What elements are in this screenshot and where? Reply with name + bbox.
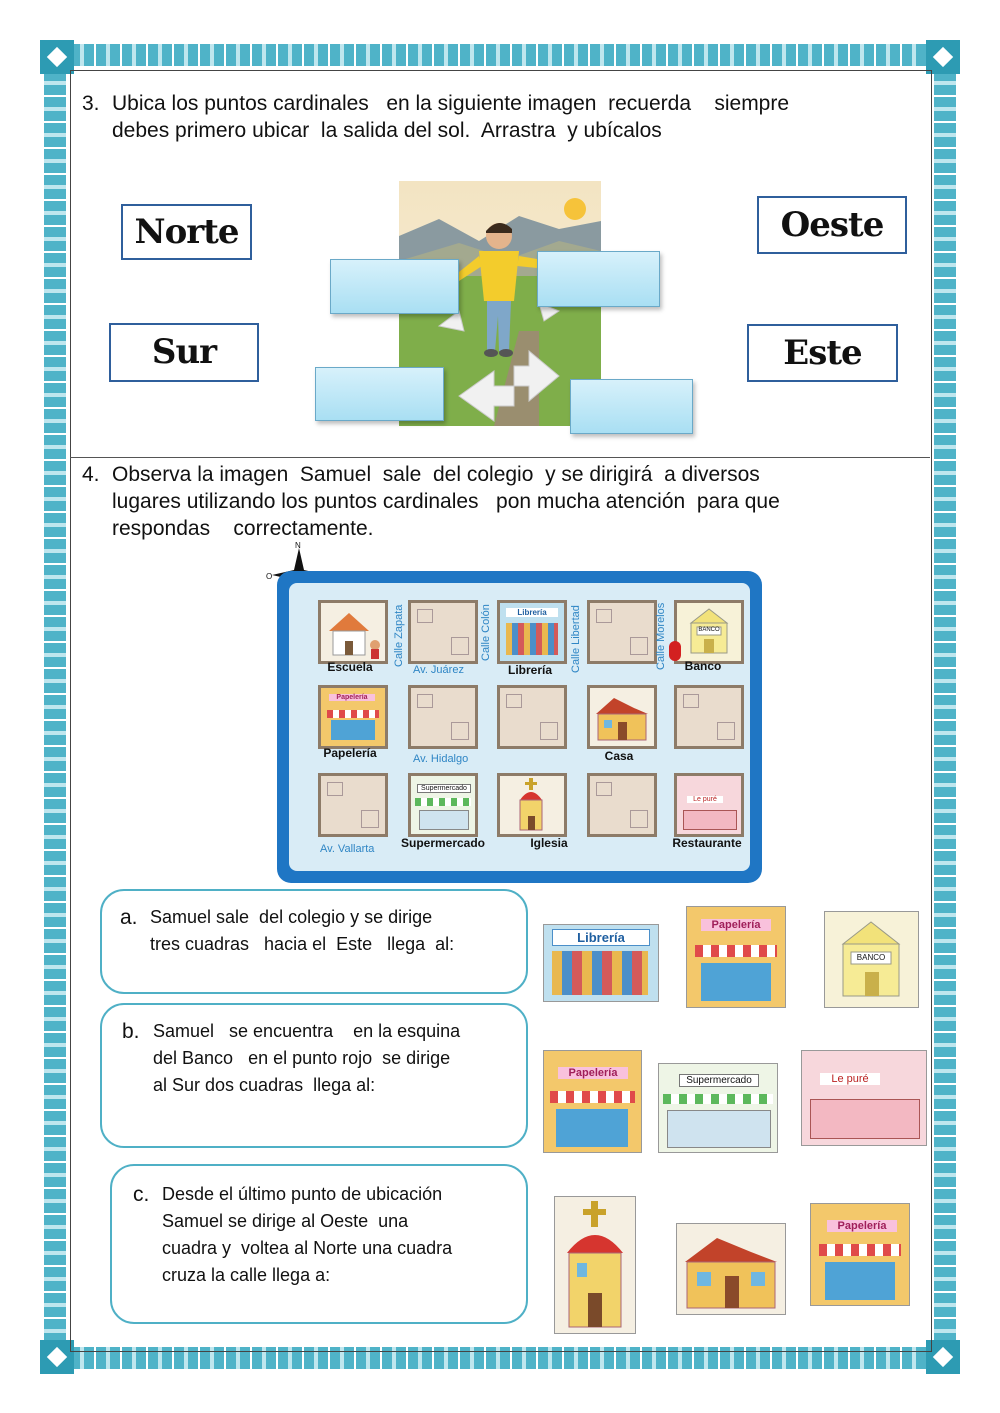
street-calle-zapata: Calle Zapata <box>393 604 405 667</box>
map-block-banco <box>674 600 744 664</box>
corner-ornament <box>926 40 960 74</box>
option-c-papeleria[interactable]: Papelería <box>810 1203 910 1306</box>
question-c-letter: c. <box>133 1183 150 1206</box>
drop-target-top-right[interactable] <box>537 251 660 307</box>
map-block <box>587 773 657 837</box>
top-border <box>44 44 956 66</box>
map-block-casa <box>587 685 657 749</box>
map-block <box>408 685 478 749</box>
map-block-supermercado <box>408 773 478 837</box>
label-escuela: Escuela <box>327 660 373 674</box>
label-libreria: Librería <box>507 663 552 677</box>
option-c-casa[interactable] <box>676 1223 786 1315</box>
map-block-papeleria <box>318 685 388 749</box>
label-iglesia: Iglesia <box>530 836 568 850</box>
question-a-line2: tres cuadras hacia el Este llega al: <box>150 934 455 954</box>
map-block <box>408 600 478 664</box>
red-point-marker <box>669 641 681 661</box>
compass-o: O <box>266 572 273 581</box>
option-b-papeleria[interactable]: Papelería <box>543 1050 642 1153</box>
banco-sign: BANCO <box>698 627 720 633</box>
map-block-iglesia <box>497 773 567 837</box>
word-oeste[interactable]: Oeste <box>757 196 907 254</box>
question-a-line1: Samuel sale del colegio y se dirige <box>150 907 433 927</box>
q3-line1: Ubica los puntos cardinales en la siguiente imagen recuerda siempre <box>112 92 790 115</box>
libreria-sign: Librería <box>506 608 558 617</box>
supermercado-sign: Supermercado <box>417 784 471 793</box>
q4-number: 4. <box>82 463 100 486</box>
word-norte[interactable]: Norte <box>121 204 252 260</box>
left-border <box>44 44 66 1369</box>
drop-target-top-left[interactable] <box>330 259 459 314</box>
question-b-line2: del Banco en el punto rojo se dirige <box>153 1048 451 1068</box>
map-block <box>587 600 657 664</box>
question-c-line1: Desde el último punto de ubicación <box>162 1184 443 1204</box>
map-block <box>318 773 388 837</box>
map-block <box>497 685 567 749</box>
option-c-iglesia[interactable] <box>554 1196 636 1334</box>
option-a-banco[interactable]: BANCO <box>824 911 919 1008</box>
question-c-line4: cruza la calle llega a: <box>162 1265 331 1285</box>
drop-target-bottom-left[interactable] <box>315 367 444 421</box>
restaurante-sign: Le puré <box>687 796 723 803</box>
question-a-letter: a. <box>120 906 138 929</box>
map-block <box>674 685 744 749</box>
label-restaurante: Restaurante <box>672 836 742 850</box>
papeleria-sign: Papelería <box>329 694 375 701</box>
label-supermercado: Supermercado <box>400 836 486 850</box>
q3-line2: debes primero ubicar la salida del sol. Arrastra y ubícalos <box>112 119 662 142</box>
map-block-restaurante <box>674 773 744 837</box>
sun-icon <box>564 198 586 220</box>
street-av-vallarta: Av. Vallarta <box>320 843 375 855</box>
street-av-juarez: Av. Juárez <box>413 664 464 676</box>
drop-target-bottom-right[interactable] <box>570 379 693 434</box>
word-sur[interactable]: Sur <box>109 323 259 382</box>
option-a-papeleria[interactable]: Papelería <box>686 906 786 1008</box>
q4-line3: respondas correctamente. <box>112 517 374 540</box>
street-calle-morelos: Calle Morelos <box>655 602 667 670</box>
map-block-escuela <box>318 600 388 664</box>
street-av-hidalgo: Av. Hidalgo <box>413 753 469 765</box>
q4-line1: Observa la imagen Samuel sale del colegio y se dirigirá a diversos <box>112 463 760 486</box>
map-block-libreria <box>497 600 567 664</box>
question-b-line1: Samuel se encuentra en la esquina <box>153 1021 461 1041</box>
question-b-line3: al Sur dos cuadras llega al: <box>153 1075 376 1095</box>
q4-line2: lugares utilizando los puntos cardinales pon mucha atención para que <box>112 490 780 513</box>
question-c-line2: Samuel se dirige al Oeste una <box>162 1211 409 1231</box>
word-este[interactable]: Este <box>747 324 898 382</box>
q3-number: 3. <box>82 92 100 115</box>
option-b-restaurante[interactable]: Le puré <box>801 1050 927 1146</box>
option-a-libreria[interactable]: Librería <box>543 924 659 1002</box>
compass-n: N <box>295 541 301 550</box>
section-divider <box>70 457 930 458</box>
street-calle-colon: Calle Colón <box>480 604 492 661</box>
right-border <box>934 44 956 1369</box>
label-casa: Casa <box>604 749 634 763</box>
question-b-letter: b. <box>122 1020 140 1043</box>
corner-ornament <box>40 1340 74 1374</box>
corner-ornament <box>40 40 74 74</box>
street-calle-libertad: Calle Libertad <box>570 605 582 673</box>
label-papeleria: Papelería <box>323 746 377 760</box>
label-banco: Banco <box>684 659 722 673</box>
option-b-supermercado[interactable]: Supermercado <box>658 1063 778 1153</box>
question-c-line3: cuadra y voltea al Norte una cuadra <box>162 1238 453 1258</box>
